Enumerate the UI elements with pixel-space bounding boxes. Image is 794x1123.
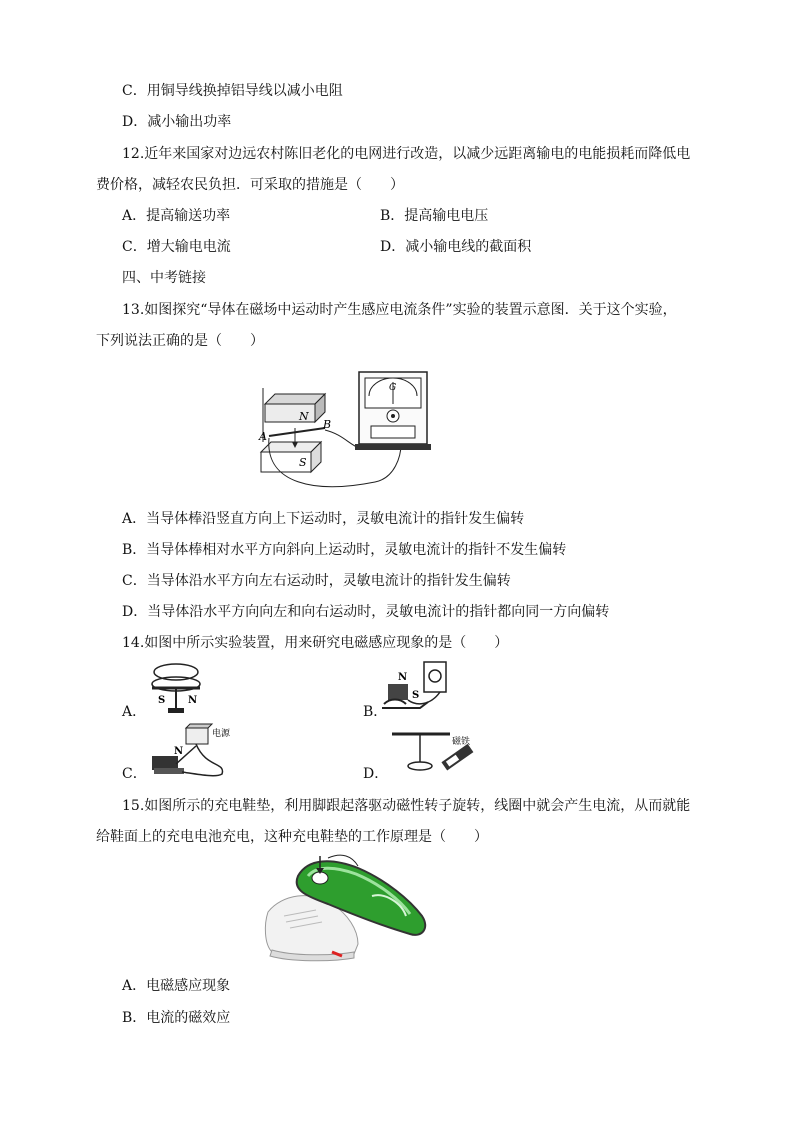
q14-figure-b bbox=[380, 658, 450, 718]
galvanometer bbox=[355, 372, 431, 450]
q14a-n-label: N bbox=[188, 695, 198, 706]
q15-stem-line1: 15.如图所示的充电鞋垫，利用脚跟起落驱动磁性转子旋转，线圈中就会产生电流，从而就能 bbox=[122, 798, 691, 814]
q12-option-c: C．增大输电电流 bbox=[122, 239, 231, 255]
q14-label-c: C． bbox=[122, 766, 147, 782]
conductor-rod bbox=[269, 428, 325, 436]
point-a-label: A bbox=[259, 430, 267, 443]
q13-option-b: B．当导体棒相对水平方向斜向上运动时，灵敏电流计的指针不发生偏转 bbox=[122, 542, 567, 558]
q12-option-a: A．提高输送功率 bbox=[122, 208, 231, 224]
magnet-lower-block bbox=[261, 442, 321, 472]
q15-option-a: A．电磁感应现象 bbox=[122, 978, 231, 994]
q13-stem-line1: 13.如图探究“导体在磁场中运动时产生感应电流条件”实验的装置示意图．关于这个实验， bbox=[122, 302, 677, 318]
q14-figure-c bbox=[146, 718, 236, 780]
q12-option-d: D．减小输电线的截面积 bbox=[380, 239, 532, 255]
south-pole-label: S bbox=[299, 456, 307, 469]
point-b-label: B bbox=[323, 418, 332, 431]
q13-stem-line2: 下列说法正确的是（ ） bbox=[96, 333, 264, 349]
q11-option-c: C．用铜导线换掉铝导线以减小电阻 bbox=[122, 83, 343, 99]
q14-figure-d bbox=[380, 722, 480, 778]
q14b-n-label: N bbox=[398, 672, 408, 683]
q12-stem-line2: 费价格，减轻农民负担．可采取的措施是（ ） bbox=[96, 177, 404, 193]
q14-label-d: D． bbox=[363, 766, 389, 782]
section-heading: 四、中考链接 bbox=[122, 270, 206, 286]
q14c-n-label: N bbox=[174, 746, 184, 757]
q13-figure bbox=[255, 366, 435, 498]
galvanometer-label: G bbox=[389, 383, 397, 393]
magnet-upper-block bbox=[265, 394, 325, 422]
q15-insole-figure bbox=[262, 852, 432, 964]
q14-stem: 14.如图中所示实验装置，用来研究电磁感应现象的是（ ） bbox=[122, 635, 509, 651]
q13-option-c: C．当导体沿水平方向左右运动时，灵敏电流计的指针发生偏转 bbox=[122, 573, 511, 589]
q13-option-d: D．当导体沿水平方向向左和向右运动时，灵敏电流计的指针都向同一方向偏转 bbox=[122, 604, 610, 620]
q12-stem-line1: 12.近年来国家对边远农村陈旧老化的电网进行改造，以减少远距离输电的电能损耗而降低电 bbox=[122, 146, 691, 162]
q11-option-d: D．减小输出功率 bbox=[122, 114, 232, 130]
q14-label-a: A． bbox=[122, 704, 147, 720]
q12-option-b: B．提高输电电压 bbox=[380, 208, 489, 224]
north-pole-label: N bbox=[299, 410, 309, 423]
q13-option-a: A．当导体棒沿竖直方向上下运动时，灵敏电流计的指针发生偏转 bbox=[122, 511, 525, 527]
q14d-magnet-label: 磁铁 bbox=[452, 737, 471, 747]
q14-label-b: B． bbox=[363, 704, 388, 720]
q14a-s-label: S bbox=[158, 695, 166, 706]
q15-option-b: B．电流的磁效应 bbox=[122, 1010, 231, 1026]
q15-stem-line2: 给鞋面上的充电电池充电，这种充电鞋垫的工作原理是（ ） bbox=[96, 829, 488, 845]
q14c-source-label: 电源 bbox=[212, 729, 231, 739]
q14-figure-a bbox=[146, 660, 206, 718]
q14b-s-label: S bbox=[412, 690, 420, 701]
